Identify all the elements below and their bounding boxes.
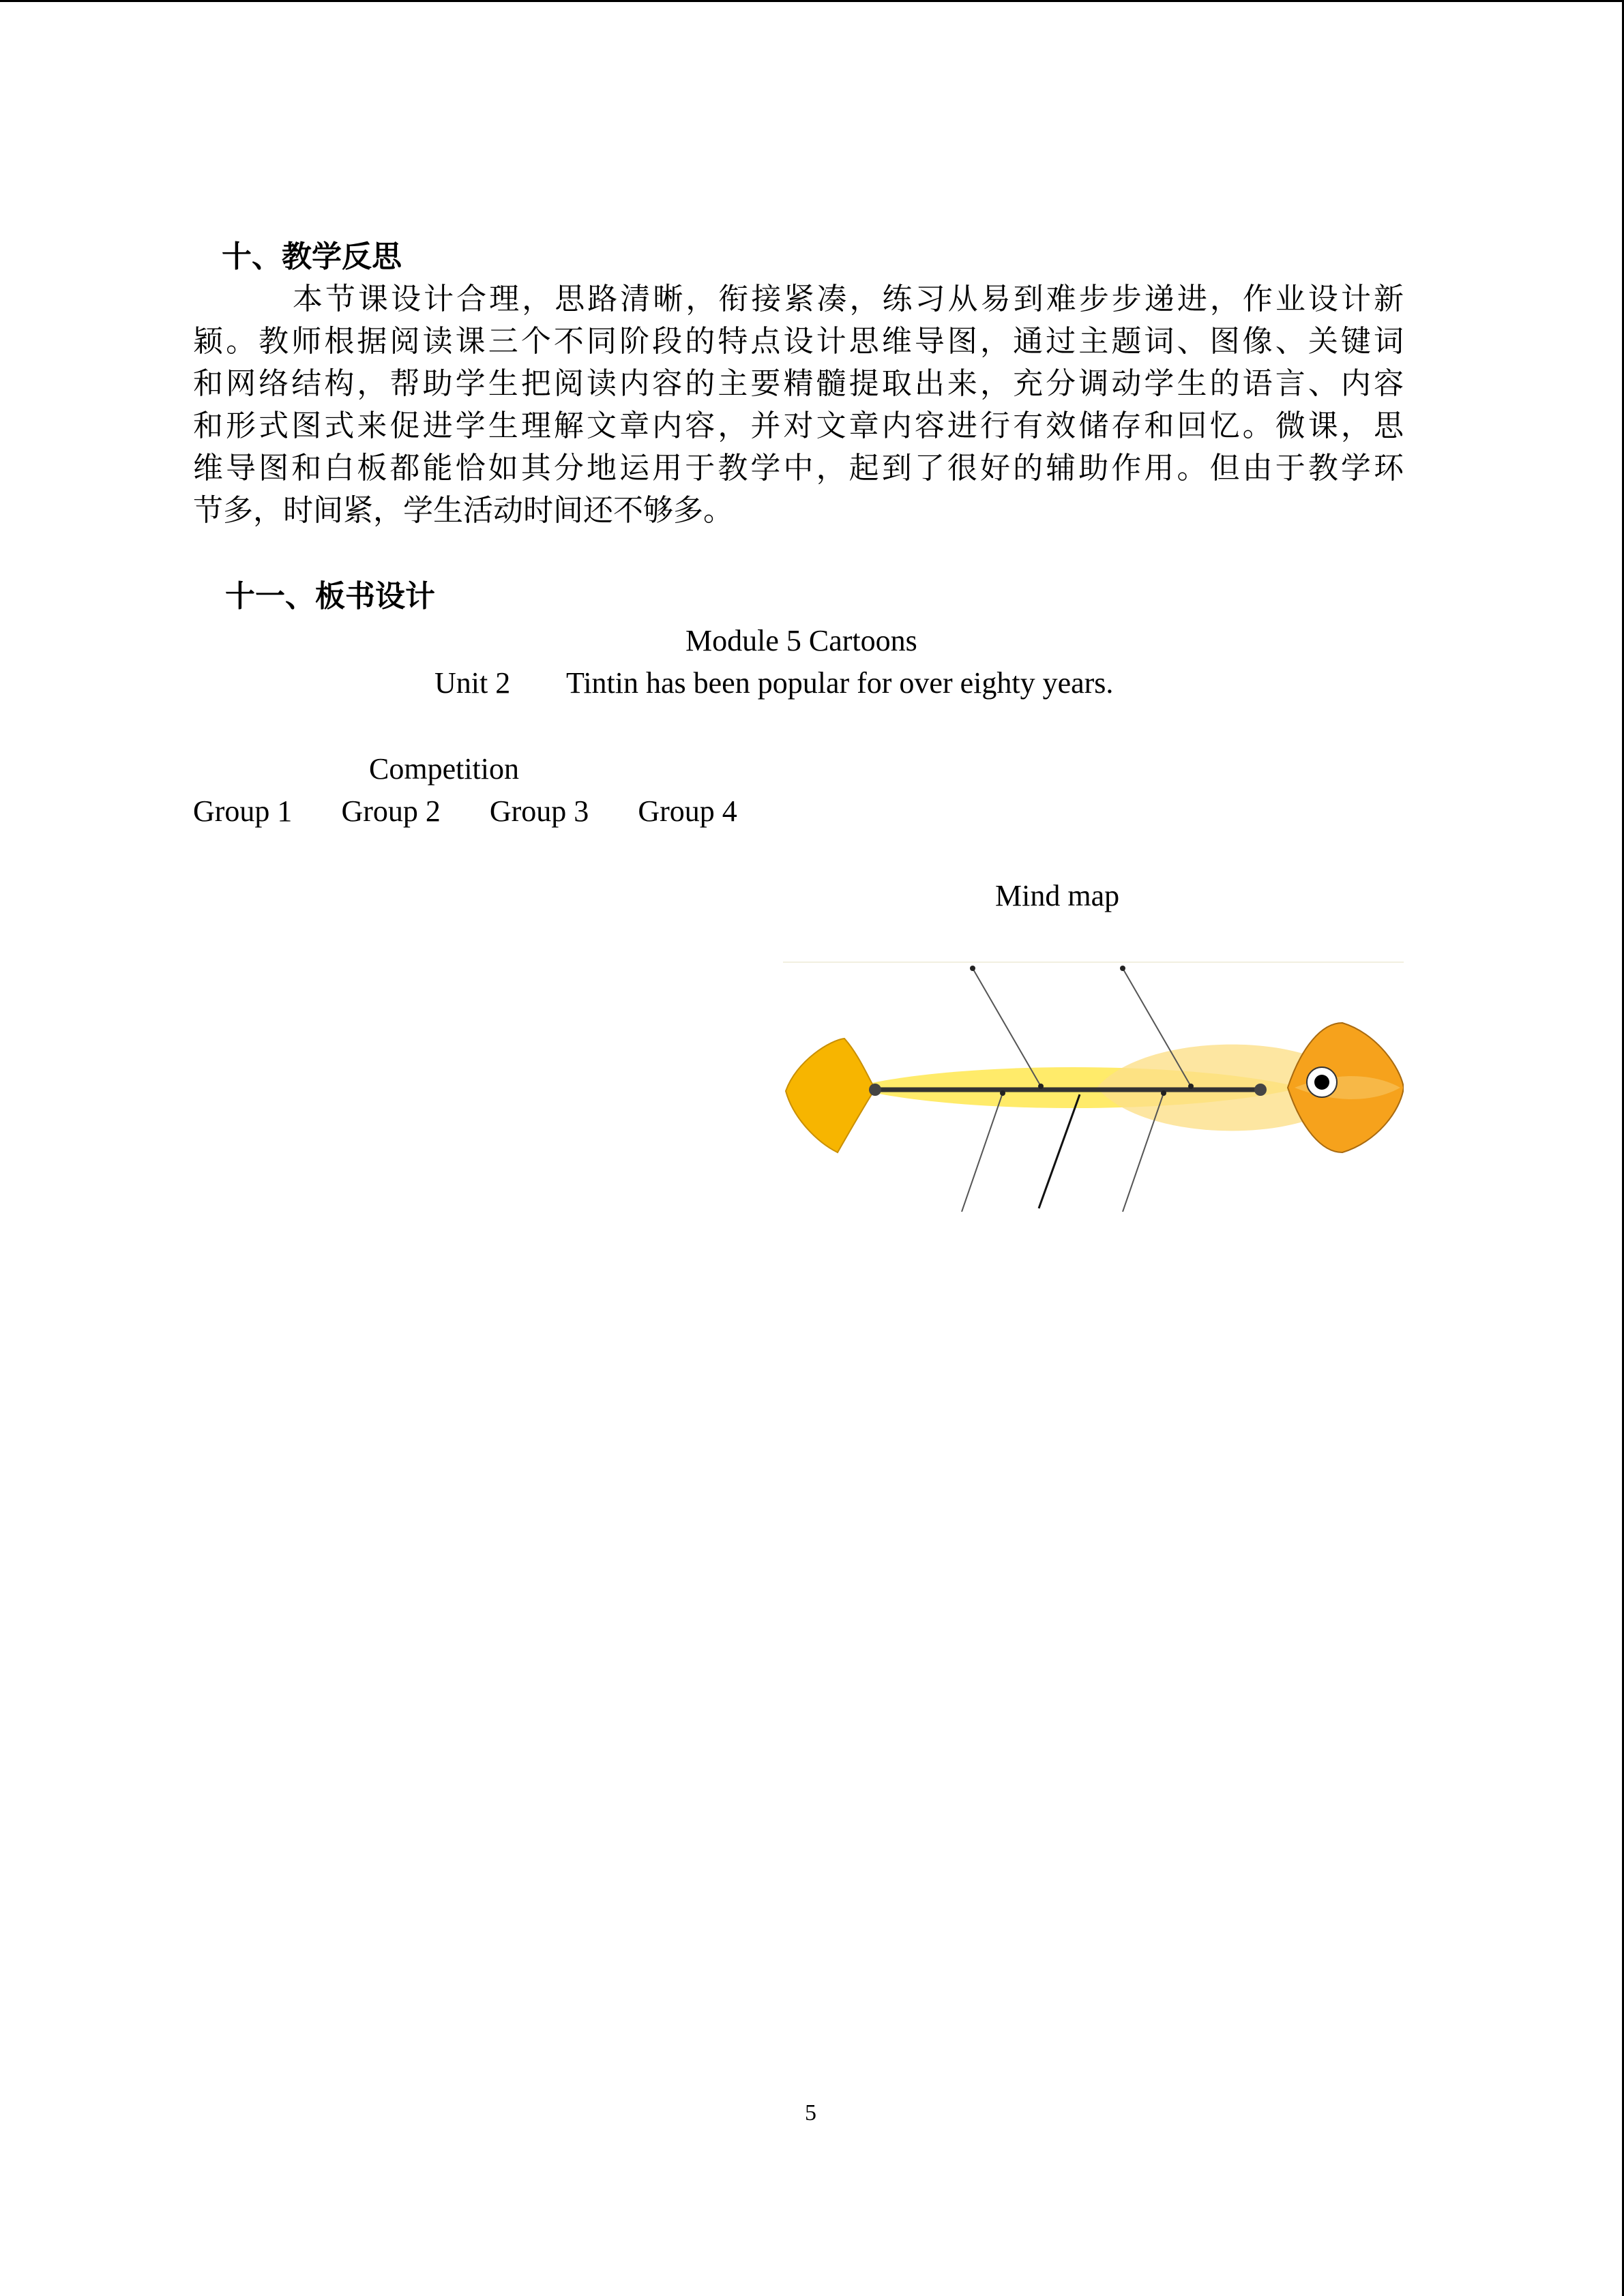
paragraph-line: 和形式图式来促进学生理解文章内容，并对文章内容进行有效储存和回忆。微课，思 (193, 408, 1404, 443)
upper-bone (973, 968, 1041, 1086)
group-list (193, 791, 786, 832)
reflection-paragraph (193, 278, 1404, 532)
spine-tail-knob (869, 1084, 881, 1096)
bone-joint (970, 966, 975, 971)
paragraph-line: 维导图和白板都能恰如其分地运用于教学中，起到了很好的辅助作用。但由于教学环 (193, 451, 1404, 486)
page-number: 5 (805, 2100, 816, 2126)
fishbone-mindmap (783, 958, 1404, 1212)
paragraph-line: 节多，时间紧，学生活动时间还不够多。 (193, 493, 733, 528)
section-10-heading: 十、教学反思 (222, 239, 402, 274)
top-border (0, 0, 1624, 2)
lower-bone (962, 1093, 1003, 1212)
group-label: Group 3 (489, 794, 589, 828)
paragraph-line: 本节课设计合理，思路清晰，衔接紧凑，练习从易到难步步递进，作业设计新 (293, 282, 1404, 316)
paragraph-line: 和网络结构，帮助学生把阅读内容的主要精髓提取出来，充分调动学生的语言、内容 (193, 366, 1404, 401)
paragraph-line: 颖。教师根据阅读课三个不同阶段的特点设计思维导图，通过主题词、图像、关键词 (193, 324, 1404, 359)
bone-joint (1038, 1084, 1044, 1089)
section-11-heading: 十一、板书设计 (225, 579, 435, 614)
bone-joint (1188, 1084, 1194, 1089)
lower-bone (1039, 1094, 1080, 1208)
mindmap-label: Mind map (995, 879, 1120, 912)
group-label: Group 2 (341, 794, 441, 828)
group-label: Group 4 (638, 794, 737, 828)
module-title: Module 5 Cartoons (685, 624, 917, 657)
fish-tail (786, 1039, 875, 1152)
competition-label: Competition (369, 752, 519, 786)
fish-pupil (1314, 1075, 1329, 1090)
unit-title: Tintin has been popular for over eighty years. (566, 666, 1114, 700)
bone-joint (1000, 1090, 1005, 1096)
bone-joint (1120, 966, 1125, 971)
group-label: Group 1 (193, 794, 293, 828)
unit-label: Unit 2 (434, 666, 511, 700)
spine-head-knob (1254, 1084, 1267, 1096)
bone-joint (1161, 1090, 1166, 1096)
